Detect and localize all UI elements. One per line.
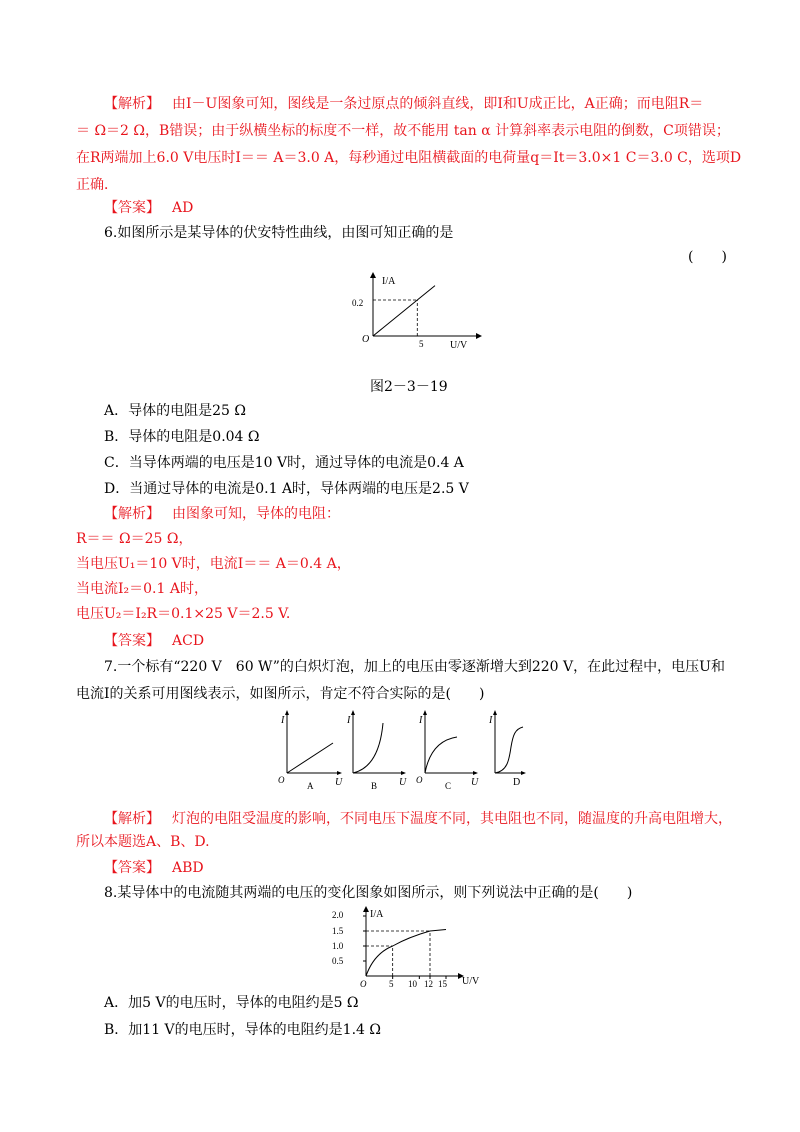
q7-graphs: [275, 707, 535, 799]
q6-answer-paren: ( ): [688, 249, 727, 265]
q6-analysis-line3: 当电压U₁＝10 V时，电流I＝＝ A＝0.4 A，: [76, 556, 351, 572]
q8-option-b: B．加11 V的电压时，导体的电阻约是1.4 Ω: [104, 1022, 381, 1038]
y-tick-label: 0.5: [332, 956, 344, 966]
q6-data-line: [373, 286, 435, 336]
x-tick-label: 10: [408, 979, 417, 989]
analysis-tag: 【解析】: [104, 811, 160, 827]
answer-value: ACD: [172, 633, 205, 649]
q6-analysis-line5: 电压U₂＝I₂R＝0.1×25 V＝2.5 V.: [76, 606, 291, 622]
q7-answer: [104, 857, 204, 879]
answer-tag: 【答案】: [104, 633, 160, 649]
q5-analysis-line2: ＝ Ω＝2 Ω，B错误；由于纵横坐标的标度不一样，故不能用 tan α 计算斜率表示电阻的倒数，C项错误；: [76, 123, 730, 139]
q5-analysis-line1: [104, 93, 703, 115]
q5-analysis-line4: 正确．: [76, 177, 118, 193]
q8-data-curve: [366, 930, 446, 977]
q6-analysis-line1: [104, 503, 340, 525]
q8-graph: [330, 906, 490, 990]
q6-graph: [352, 270, 490, 354]
x-axis-label: U: [399, 777, 407, 788]
graph-c-curve: [425, 737, 457, 773]
q7-analysis-line2: 所以本题选A、B、D.: [76, 834, 210, 850]
origin-label: O: [360, 979, 367, 989]
y-axis-label: I: [347, 715, 351, 726]
analysis-text: 灯泡的电阻受温度的影响，不同电压下温度不同，其电阻也不同，随温度的升高电阻增大，: [172, 811, 732, 827]
y-axis-arrow: [363, 906, 369, 912]
q7-graph-b: [346, 710, 407, 791]
q6-option-d: D．当通过导体的电流是0.1 A时，导体两端的电压是2.5 V: [104, 481, 469, 497]
y-tick-label: 2.0: [332, 910, 344, 920]
q6-answer: [104, 630, 204, 652]
analysis-text: 由图象可知，导体的电阻：: [172, 506, 340, 522]
graph-label: A: [307, 781, 314, 791]
q8-option-a: A．加5 V的电压时，导体的电阻约是5 Ω: [104, 995, 359, 1011]
q6-figure-caption: 图2－3－19: [370, 379, 448, 395]
q6-option-b: B．导体的电阻是0.04 Ω: [104, 429, 260, 445]
origin-label: O: [278, 775, 285, 785]
analysis-text: 由I－U图象可知，图线是一条过原点的倾斜直线，即I和U成正比，A正确；而电阻R＝: [172, 96, 704, 112]
q7-stem-line2: 电流I的关系可用图线表示，如图所示，肯定不符合实际的是( ): [76, 686, 485, 702]
origin-label: O: [416, 775, 423, 785]
analysis-tag: 【解析】: [104, 506, 160, 522]
q6-stem: 6.如图所示是某导体的伏安特性曲线，由图可知正确的是: [104, 225, 454, 241]
x-axis-label: U: [335, 777, 343, 788]
answer-value: AD: [172, 200, 194, 216]
x-axis-arrow: [476, 333, 482, 339]
y-axis-arrow: [370, 272, 376, 278]
origin-label: O: [362, 334, 370, 345]
y-axis-label: I: [281, 715, 285, 726]
y-tick-label: 0.2: [352, 298, 364, 308]
answer-value: ABD: [172, 860, 204, 876]
answer-tag: 【答案】: [104, 200, 160, 216]
q6-option-a: A．导体的电阻是25 Ω: [104, 403, 246, 419]
y-axis-label: I/A: [382, 276, 396, 287]
x-tick-label: 12: [424, 979, 433, 989]
x-axis-label: U: [471, 777, 479, 788]
x-axis-label: U/V: [450, 340, 468, 351]
graph-label: C: [445, 781, 452, 791]
q6-analysis-line4: 当电流I₂＝0.1 A时，: [76, 581, 208, 597]
graph-b-curve: [353, 723, 383, 773]
q8-stem: 8.某导体中的电流随其两端的电压的变化图象如图所示，则下列说法中正确的是( ): [104, 885, 633, 901]
graph-d-curve: [495, 727, 523, 773]
q7-graph-a: [278, 710, 343, 791]
analysis-tag: 【解析】: [104, 96, 160, 112]
x-tick-label: 5: [419, 339, 424, 349]
answer-tag: 【答案】: [104, 860, 160, 876]
q7-graph-d: [488, 710, 526, 788]
graph-label: B: [371, 781, 378, 791]
y-tick-label: 1.5: [332, 926, 344, 936]
y-axis-label: I: [419, 715, 423, 726]
q5-answer: [104, 197, 193, 219]
q7-stem-line1: 7.一个标有“220 V 60 W”的白炽灯泡，加上的电压由零逐渐增大到220 V，在此过程中，电压U和: [104, 659, 725, 675]
graph-a-line: [287, 743, 333, 773]
q5-analysis-line3: 在R两端加上6.0 V电压时I＝＝ A＝3.0 A，每秒通过电阻横截面的电荷量q＝It＝3.0×1 C＝3.0 C，选项D: [76, 150, 742, 166]
y-axis-label: I: [489, 715, 493, 726]
x-tick-label: 5: [389, 979, 394, 989]
q7-analysis-line1: [104, 808, 732, 830]
graph-label: D: [513, 777, 521, 788]
y-axis-label: I/A: [370, 909, 384, 920]
x-axis-label: U/V: [462, 976, 480, 987]
q7-graph-c: [416, 710, 479, 791]
q6-option-c: C．当导体两端的电压是10 V时，通过导体的电流是0.4 A: [104, 455, 464, 471]
y-tick-label: 1.0: [332, 941, 344, 951]
x-tick-label: 15: [438, 979, 447, 989]
q6-analysis-line2: R＝＝ Ω＝25 Ω，: [76, 531, 193, 547]
